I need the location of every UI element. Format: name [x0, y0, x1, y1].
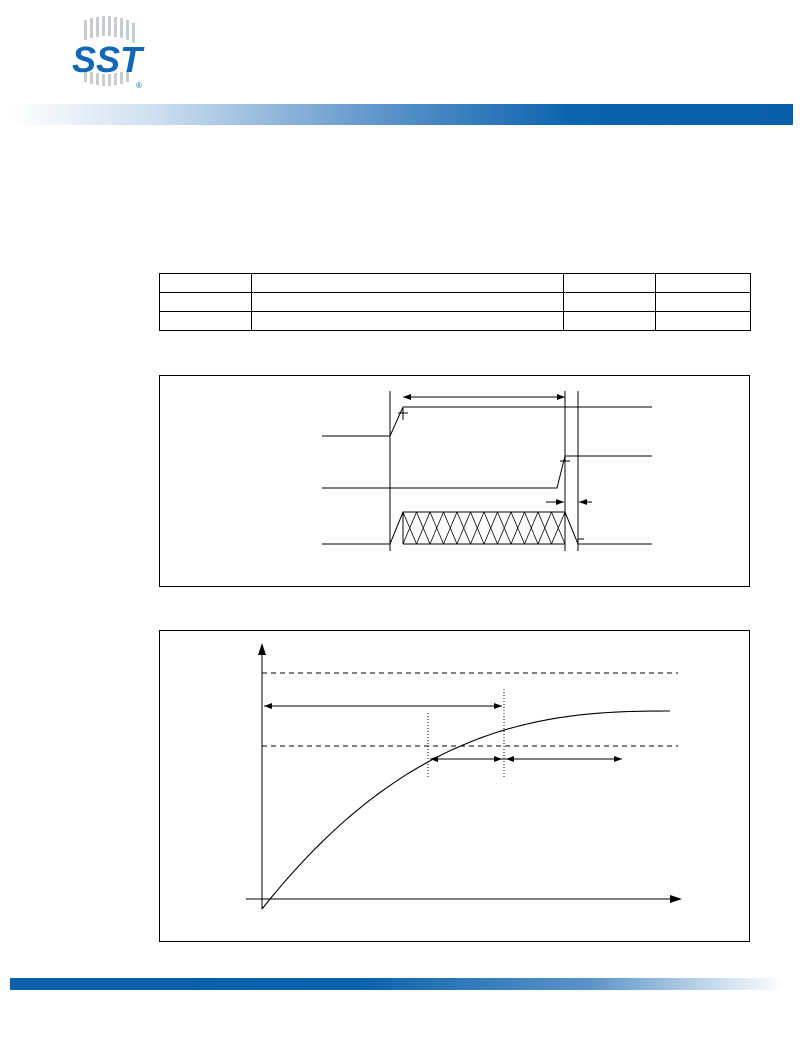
- table-cell: [656, 312, 751, 331]
- table-cell: [564, 293, 656, 312]
- table-row: [160, 312, 751, 331]
- table-cell: [564, 274, 656, 293]
- table-cell: [564, 312, 656, 331]
- registered-mark: ®: [136, 81, 142, 90]
- y-axis-arrow-icon: [258, 643, 266, 655]
- sst-logo: [66, 14, 150, 92]
- timing-diagram-svg: [160, 376, 749, 586]
- timing-diagram: [159, 375, 750, 587]
- table-cell: [252, 293, 564, 312]
- charge-curve-svg: [160, 631, 749, 941]
- table-cell: [160, 312, 252, 331]
- table-cell: [252, 312, 564, 331]
- footer-banner: [10, 978, 785, 990]
- table-cell: [656, 293, 751, 312]
- spec-table: [159, 273, 751, 331]
- table-row: [160, 274, 751, 293]
- data-valid-hatch: [403, 512, 565, 544]
- charge-curve: [262, 711, 670, 909]
- charge-curve-diagram: [159, 630, 750, 942]
- x-axis-arrow-icon: [670, 895, 682, 903]
- signal-data: [322, 512, 652, 544]
- hatch-pattern: [403, 512, 565, 544]
- table-cell: [160, 274, 252, 293]
- table-cell: [252, 274, 564, 293]
- sst-logo-icon: [66, 14, 150, 92]
- header-banner: [10, 104, 793, 125]
- table-cell: [160, 293, 252, 312]
- signal-clock: [322, 407, 652, 436]
- signal-enable: [322, 456, 652, 488]
- table-cell: [656, 274, 751, 293]
- logo-lettering: SST: [72, 39, 143, 80]
- table-row: [160, 293, 751, 312]
